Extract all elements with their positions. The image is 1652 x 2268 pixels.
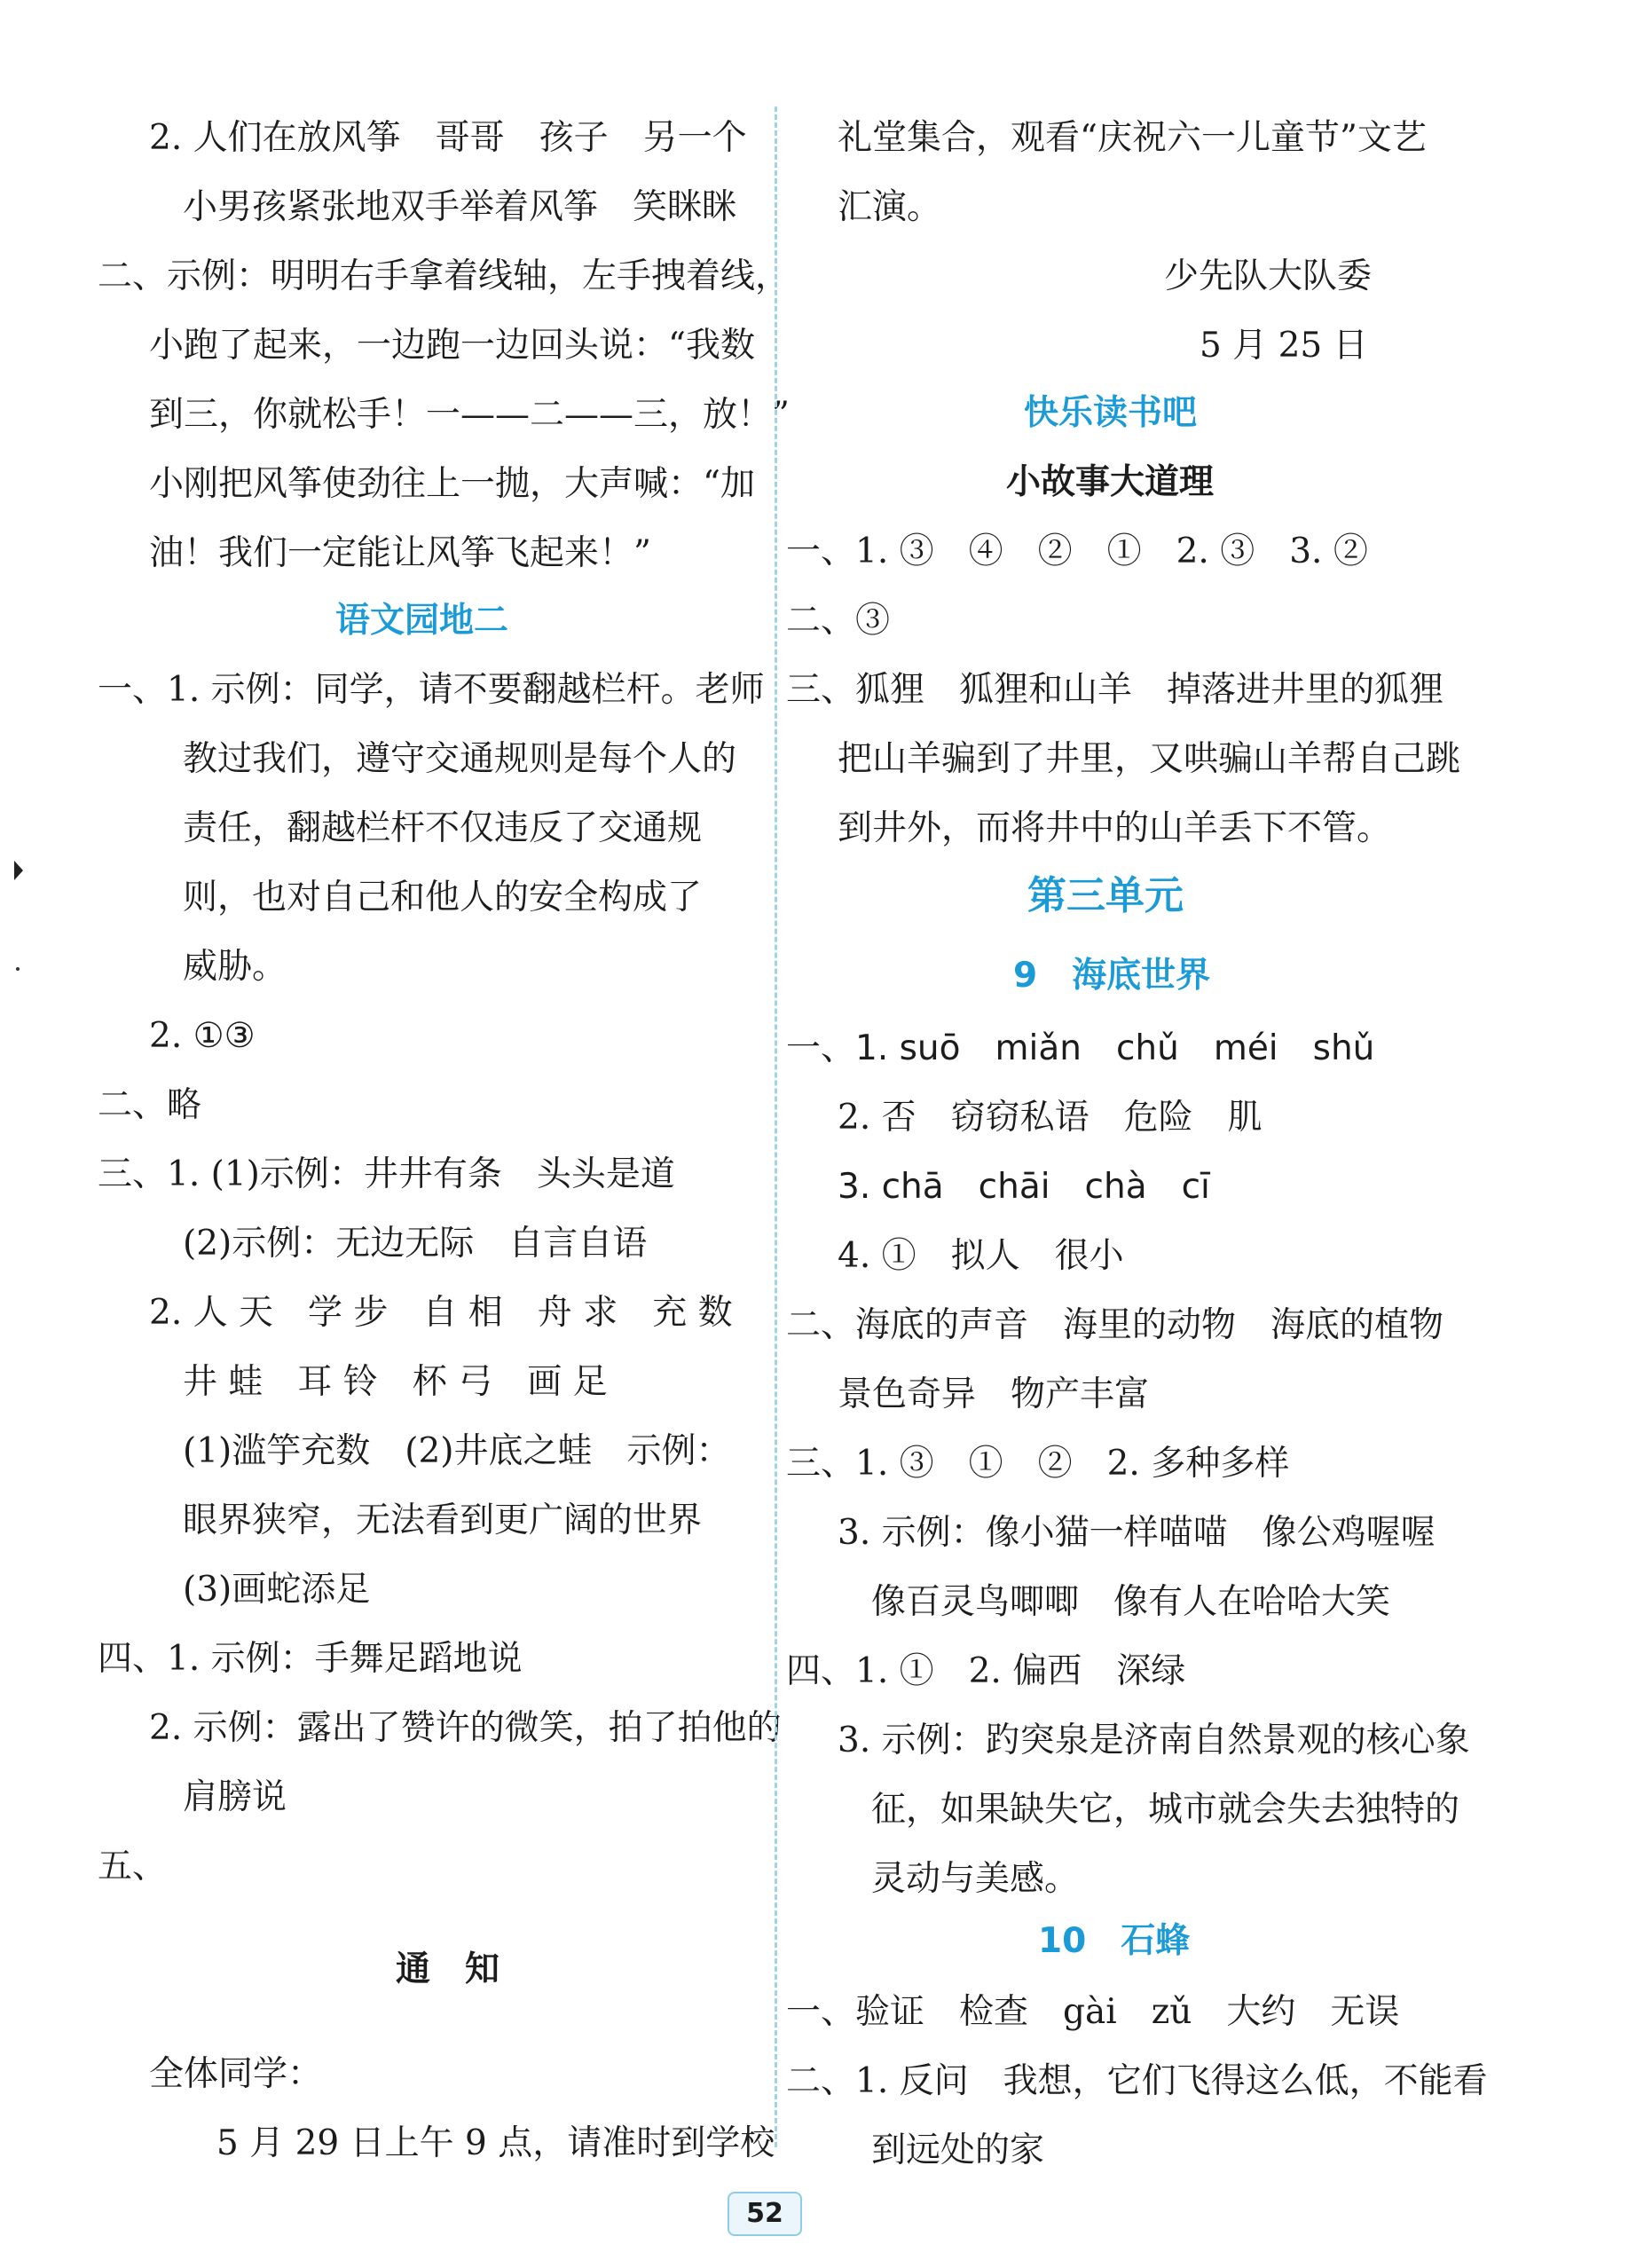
answer-line: 教过我们，遵守交通规则是每个人的 [183,739,737,779]
answer-line: 2. 否 窃窃私语 危险 肌 [838,1098,1263,1138]
answer-line: (3)画蛇添足 [183,1570,371,1610]
answer-line: (2)示例：无边无际 自言自语 [183,1224,648,1264]
answer-line: 2. ①③ [149,1016,256,1056]
answer-line: 三、狐狸 狐狸和山羊 掉落进井里的狐狸 [786,670,1444,710]
answer-line: 像百灵鸟唧唧 像有人在哈哈大笑 [871,1582,1391,1622]
answer-line: 小男孩紧张地双手举着风筝 笑眯眯 [183,187,737,227]
answer-line: 威胁。 [183,947,287,987]
column-divider [775,106,777,2147]
answer-line: 五、 [98,1847,168,1886]
answer-line: 一、验证 检查 gài zǔ 大约 无误 [786,1992,1400,2032]
notice-body: 5 月 29 日上午 9 点，请准时到学校 [216,2123,775,2163]
answer-line: 3. 示例：像小猫一样喵喵 像公鸡喔喔 [838,1513,1436,1553]
answer-line: 到井外，而将井中的山羊丢下不管。 [838,808,1392,848]
answer-line: 征，如果缺失它，城市就会失去独特的 [871,1790,1460,1830]
answer-line: 3. 示例：趵突泉是济南自然景观的核心象 [838,1721,1470,1760]
answer-line: 灵动与美感。 [871,1859,1080,1899]
sub-heading: 小故事大道理 [1006,462,1215,502]
answer-line: 小跑了起来，一边跑一边回头说：“我数 [149,326,755,366]
answer-line: 二、示例：明明右手拿着线轴，左手拽着线， [98,256,791,296]
answer-line: 二、③ [786,601,891,641]
answer-line: 4. ① 拟人 很小 [838,1236,1124,1276]
section-heading: 快乐读书吧 [1024,393,1198,433]
answer-line: 2. 示例：露出了赞许的微笑，拍了拍他的 [149,1708,782,1748]
notice-body: 汇演。 [838,187,942,227]
answer-line: 景色奇异 物产丰富 [838,1374,1150,1414]
answer-line: 3. chā chāi chà cī [838,1167,1210,1207]
answer-line: 小刚把风筝使劲往上一抛，大声喊：“加 [149,464,755,504]
lesson-heading: 9 海底世界 [1013,956,1211,996]
unit-heading: 第三单元 [1027,873,1184,918]
answer-line: 一、1. ③ ④ ② ① 2. ③ 3. ② [786,532,1368,571]
answer-line: 四、1. ① 2. 偏西 深绿 [786,1651,1186,1691]
notice-salutation: 全体同学： [149,2054,323,2094]
answer-line: 眼界狭窄，无法看到更广阔的世界 [183,1500,703,1540]
answer-line: 到三，你就松手！一——二——三，放！” [149,395,790,435]
answer-line: 一、1. suō miǎn chǔ méi shǔ [786,1028,1375,1068]
answer-line: (1)滥竽充数 (2)井底之蛙 示例： [183,1431,731,1471]
notice-title: 通 知 [396,1949,500,1989]
answer-line: 则，也对自己和他人的安全构成了 [183,878,703,917]
notice-signature: 少先队大队委 [1164,256,1373,296]
answer-line: 2. 人 天 学 步 自 相 舟 求 充 数 [149,1293,733,1333]
answer-line: 四、1. 示例：手舞足蹈地说 [98,1639,523,1679]
section-heading: 语文园地二 [335,601,509,641]
answer-line: 到远处的家 [871,2130,1045,2170]
answer-line: 二、略 [98,1085,202,1125]
answer-line: 二、海底的声音 海里的动物 海底的植物 [786,1305,1444,1345]
answer-line: 肩膀说 [183,1777,287,1817]
notice-body: 礼堂集合，观看“庆祝六一儿童节”文艺 [838,118,1427,158]
lesson-heading: 10 石蜂 [1038,1921,1191,1961]
answer-line: 三、1. ③ ① ② 2. 多种多样 [786,1444,1290,1484]
margin-mark [14,861,23,880]
page-number: 52 [728,2192,802,2236]
answer-line: 2. 人们在放风筝 哥哥 孩子 另一个 [149,118,747,158]
answer-line: 一、1. 示例：同学，请不要翻越栏杆。老师 [98,670,765,710]
answer-line: 三、1. (1)示例：井井有条 头头是道 [98,1154,675,1194]
answer-line: 井 蛙 耳 铃 杯 弓 画 足 [183,1362,608,1402]
answer-line: 责任，翻越栏杆不仅违反了交通规 [183,808,703,848]
answer-line: 二、1. 反问 我想，它们飞得这么低，不能看 [786,2061,1488,2101]
margin-dot [16,967,20,971]
answer-line: 把山羊骗到了井里，又哄骗山羊帮自己跳 [838,739,1461,779]
answer-line: 油！我们一定能让风筝飞起来！” [149,533,651,573]
notice-date: 5 月 25 日 [1200,326,1368,366]
